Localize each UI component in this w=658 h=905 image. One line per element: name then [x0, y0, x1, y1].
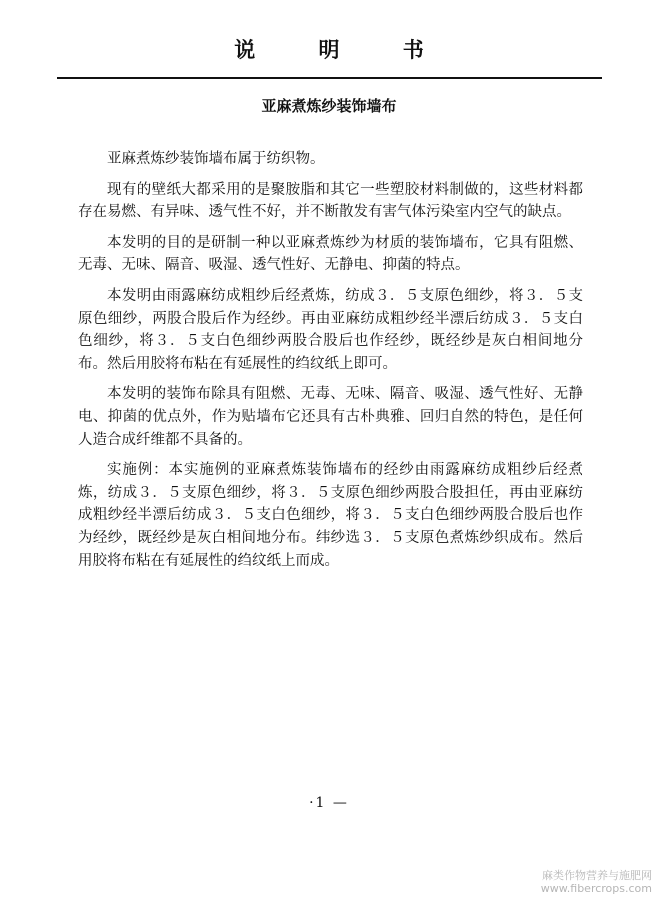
paragraph-method: 本发明由雨露麻纺成粗纱后经煮炼，纺成３．５支原色细纱，将３．５支原色细纱，两股合股后作为经纱。再由亚麻纺成粗纱经半漂后纺成３．５支白色细纱，将３．５支白色细纱两股合股后也作经纱，既经纱是灰白相间地分布。然后用胶将布粘在有延展性的绉纹纸上即可。 [78, 287, 583, 372]
watermark-url: www.fibercrops.com [540, 882, 652, 895]
paragraph-field: 亚麻煮炼纱装饰墙布属于纺织物。 [107, 151, 325, 167]
title-divider [57, 77, 602, 79]
invention-title: 亚麻煮炼纱装饰墙布 [261, 97, 397, 115]
paragraph-purpose: 本发明的目的是研制一种以亚麻煮炼纱为材质的装饰墙布，它具有阻燃、无毒、无味、隔音、吸湿、透气性好、无静电、抑菌的特点。 [78, 234, 583, 274]
site-watermark [541, 869, 652, 895]
paragraph-example: 实施例：本实施例的亚麻煮炼装饰墙布的经纱由雨露麻纺成粗纱后经煮炼，纺成３．５支原色细纱，将３．５支原色细纱两股合股担任，再由亚麻纺成粗纱经半漂后纺成３．５支白色细纱，将３．５支白色细纱两股合股后也作为经纱，既经纱是灰白相间地分布。纬纱选３．５支原色煮炼纱织成布。然后用胶将布粘在有延展性的绉纹纸上而成。 [78, 462, 583, 569]
watermark-site-name: 麻类作物营养与施肥网 [542, 869, 652, 882]
paragraph-advantages: 本发明的装饰布除具有阻燃、无毒、无味、隔音、吸湿、透气性好、无静电、抑菌的优点外，作为贴墙布它还具有古朴典雅、回归自然的特色，是任何人造合成纤维都不具备的。 [78, 386, 583, 448]
description-body [78, 148, 583, 580]
paragraph-background: 现有的壁纸大都采用的是聚胺脂和其它一些塑胶材料制做的，这些材料都存在易燃、有异味、透气性不好，并不断散发有害气体污染室内空气的缺点。 [78, 181, 583, 221]
page-number: ·1 — [309, 795, 349, 811]
document-title: 说 明 书 [234, 38, 452, 62]
